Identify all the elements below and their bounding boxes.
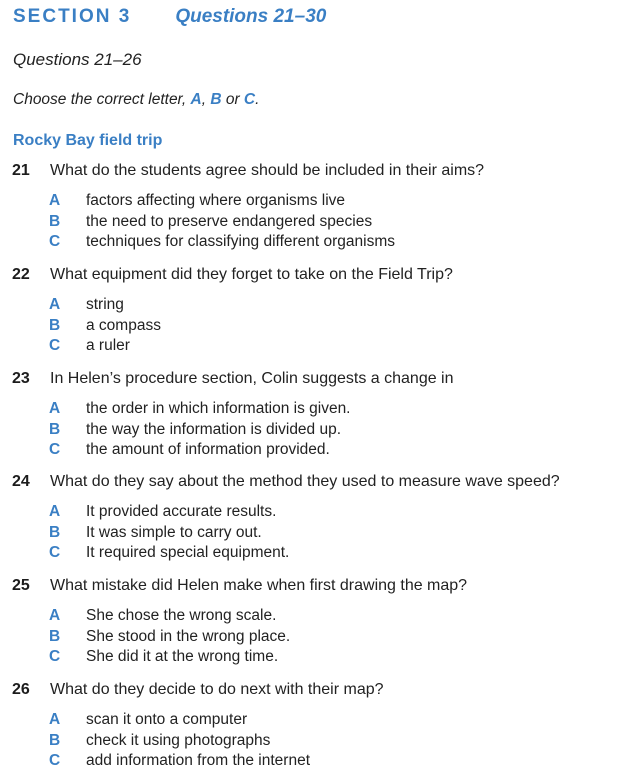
option-text: It provided accurate results. [86, 503, 277, 520]
question-number: 25 [12, 577, 30, 594]
option-b[interactable] [0, 524, 618, 545]
question-text: What equipment did they forget to take on the Field Trip? [50, 266, 453, 283]
question-number: 21 [12, 162, 30, 179]
option-b[interactable] [0, 421, 618, 442]
options-list [0, 711, 618, 773]
option-text: the way the information is divided up. [86, 420, 342, 438]
options-list [0, 607, 618, 669]
options-list [0, 192, 618, 254]
question-text: What do the students agree should be included in their aims? [50, 162, 485, 179]
option-c[interactable] [0, 544, 618, 565]
options-list [0, 296, 618, 358]
option-letter: C [49, 648, 61, 665]
option-text: techniques for classifying different organisms [86, 233, 396, 250]
instruction-sep1: , [201, 91, 211, 108]
option-b[interactable] [0, 317, 618, 338]
question-number: 23 [12, 370, 30, 387]
question-22 [0, 266, 618, 358]
option-text: It required special equipment. [86, 544, 290, 561]
question-number: 22 [12, 266, 30, 283]
question-text: What mistake did Helen make when first drawing the map? [50, 577, 468, 594]
instruction-option-c: C [243, 91, 256, 108]
option-letter: C [49, 441, 61, 458]
instruction-option-b: B [210, 91, 222, 108]
option-text: a compass [86, 316, 161, 334]
instruction-option-a: A [190, 91, 202, 108]
section-label: SECTION 3 [13, 6, 132, 27]
option-text: the order in which information is given. [86, 400, 351, 417]
option-b[interactable] [0, 628, 618, 649]
question-number: 24 [12, 473, 30, 490]
option-letter: A [49, 711, 61, 728]
section-questions-range: Questions 21–30 [175, 6, 327, 27]
subheading: Rocky Bay field trip [13, 132, 163, 149]
question-21 [0, 162, 618, 254]
question-25 [0, 577, 618, 669]
question-stem [0, 681, 618, 703]
option-letter: B [49, 212, 61, 230]
option-letter: A [49, 607, 61, 624]
option-letter: A [49, 400, 61, 417]
option-text: the amount of information provided. [86, 441, 330, 458]
question-stem [0, 473, 618, 495]
option-text: She did it at the wrong time. [86, 648, 279, 665]
option-text: scan it onto a computer [86, 711, 248, 728]
options-list [0, 503, 618, 565]
option-a[interactable] [0, 711, 618, 732]
option-letter: C [49, 752, 61, 769]
option-c[interactable] [0, 337, 618, 358]
option-letter: B [49, 731, 61, 749]
option-text: a ruler [86, 337, 130, 354]
option-letter: A [49, 503, 61, 520]
option-letter: B [49, 420, 61, 438]
option-c[interactable] [0, 441, 618, 462]
option-text: It was simple to carry out. [86, 523, 262, 541]
options-list [0, 400, 618, 462]
option-text: check it using photographs [86, 731, 271, 749]
option-b[interactable] [0, 213, 618, 234]
question-24 [0, 473, 618, 565]
option-letter: B [49, 316, 61, 334]
option-b[interactable] [0, 732, 618, 753]
option-letter: C [49, 233, 61, 250]
option-letter: A [49, 296, 61, 313]
option-text: factors affecting where organisms live [86, 192, 346, 209]
option-a[interactable] [0, 607, 618, 628]
question-text: In Helen’s procedure section, Colin suggests a change in [50, 370, 454, 387]
question-23 [0, 370, 618, 462]
question-stem [0, 266, 618, 288]
option-letter: C [49, 337, 61, 354]
question-number: 26 [12, 681, 30, 698]
option-a[interactable] [0, 192, 618, 213]
questions-sub-range: Questions 21–26 [13, 50, 142, 69]
question-text: What do they say about the method they used to measure wave speed? [50, 473, 560, 490]
instruction-prefix: Choose the correct letter, [13, 91, 191, 108]
question-stem [0, 577, 618, 599]
option-a[interactable] [0, 400, 618, 421]
option-a[interactable] [0, 296, 618, 317]
option-c[interactable] [0, 233, 618, 254]
option-text: add information from the internet [86, 752, 311, 769]
question-stem [0, 370, 618, 392]
instruction [13, 91, 259, 109]
option-c[interactable] [0, 752, 618, 773]
option-text: the need to preserve endangered species [86, 212, 373, 230]
question-26 [0, 681, 618, 773]
option-text: She stood in the wrong place. [86, 627, 291, 645]
option-text: She chose the wrong scale. [86, 607, 277, 624]
instruction-suffix: . [255, 91, 260, 108]
question-text: What do they decide to do next with their map? [50, 681, 384, 698]
option-letter: A [49, 192, 61, 209]
option-c[interactable] [0, 648, 618, 669]
option-letter: B [49, 627, 61, 645]
instruction-sep2: or [221, 91, 244, 108]
option-letter: C [49, 544, 61, 561]
option-a[interactable] [0, 503, 618, 524]
option-text: string [86, 296, 124, 313]
section-heading [13, 6, 326, 28]
option-letter: B [49, 523, 61, 541]
question-stem [0, 162, 618, 184]
